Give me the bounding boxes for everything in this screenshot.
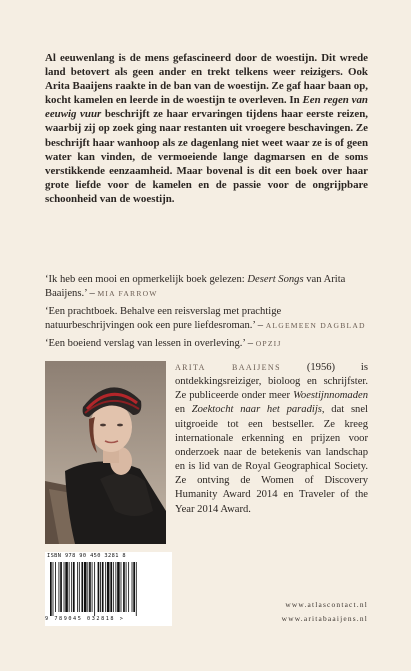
- barcode-bar: [98, 562, 100, 612]
- quote-dash: –: [245, 338, 256, 349]
- review-quote-1: [45, 273, 368, 301]
- review-quote-2: [45, 305, 368, 333]
- quote-dash: –: [255, 320, 266, 332]
- quote-text: ‘Een prachtboek. Behalve een reisverslag met prachtige natuurbeschrijvingen ook een pure liefdesroman.’: [45, 306, 282, 332]
- barcode-bar: [110, 562, 112, 612]
- barcode-bar: [65, 562, 68, 612]
- barcode-bar: [136, 562, 137, 616]
- barcode-bar: [69, 562, 70, 612]
- website-aritabaaijens[interactable]: www.aritabaaijens.nl: [281, 614, 368, 623]
- quote-text: ‘Een boeiend verslag van lessen in overleving.’: [45, 338, 246, 349]
- author-portrait-illustration: [45, 361, 166, 544]
- quote-source: ALGEMEEN DAGBLAD: [265, 321, 366, 331]
- barcode-bar: [128, 562, 129, 612]
- bio-text-2: en: [175, 404, 192, 416]
- barcode-bar: [53, 562, 54, 616]
- barcode-bar: [94, 562, 95, 616]
- bio-book-1: Woestijnnomaden: [293, 390, 368, 402]
- barcode-bar: [126, 562, 127, 612]
- isbn-label: ISBN 978 90 450 3281 8: [47, 553, 126, 559]
- author-bio: [175, 361, 368, 517]
- blurb-part-1: Al eeuwenlang is de mens gefascineerd door de woestijn. Dit wrede land betovert als geen ander en trekt telkens weer reizigers. Ook Arita Baaijens raakte in de ban van de woestijn. Ze gaf haar baan op, kocht kamelen en leerde in de woestijn te overleven. In: [45, 52, 368, 107]
- barcode-bar: [79, 562, 80, 612]
- quote-dash: –: [86, 288, 98, 300]
- barcode-bar: [50, 562, 52, 616]
- barcode-bar: [117, 562, 120, 612]
- websites: [282, 598, 368, 626]
- barcode-icon: [47, 562, 170, 616]
- bio-text-3: , dat snel uitgroeide tot een bestseller. Ze kreeg internationale erkenning en prijzen voor onderzoek naar de betekenis van landschap en is lid van de Royal Geographical Society. Ze ontving de Women of Discovery Humanity Award 2014 en Traveler of the Year 2014 Award.: [175, 404, 369, 515]
- bio-book-2: Zoektocht naar het paradijs: [191, 404, 322, 416]
- barcode-bar: [81, 562, 83, 612]
- barcode-bar: [87, 562, 88, 612]
- blurb-book-title: Een regen van eeuwig vuur: [45, 94, 368, 121]
- barcode-bar: [71, 562, 72, 612]
- barcode-digits: 9 789045 032818 >: [45, 616, 125, 622]
- barcode-bar: [133, 562, 135, 612]
- barcode-bar: [84, 562, 87, 612]
- barcode-bar: [92, 562, 93, 612]
- quote-title: Desert Songs: [247, 274, 304, 285]
- barcode-bar: [123, 562, 125, 612]
- barcode-bar: [107, 562, 110, 612]
- barcode-bar: [60, 562, 62, 612]
- barcode-bar: [73, 562, 75, 612]
- author-name: ARITA BAAIJENS: [175, 363, 281, 372]
- quote-text-end: van Arita Baaijens.’: [45, 274, 346, 300]
- barcode-bar: [64, 562, 65, 612]
- barcode-bar: [132, 562, 133, 612]
- barcode-bar: [100, 562, 101, 612]
- quote-source: MIA FARROW: [97, 289, 158, 299]
- barcode-bar: [121, 562, 122, 612]
- bio-text-1: (1956) is ontdekkingsreiziger, bioloog en schrijfster. Ze publiceerde onder meer: [175, 362, 369, 402]
- barcode-bar: [59, 562, 60, 612]
- quote-source: OPZIJ: [255, 339, 282, 348]
- website-atlascontact[interactable]: www.atlascontact.nl: [285, 600, 368, 609]
- barcode-bar: [55, 562, 56, 612]
- barcode-bar: [102, 562, 104, 612]
- blurb-part-2: beschrijft ze haar ervaringen tijdens haar eerste reizen, waarbij zij op zoek ging naar restanten uit vroegere beschavingen. Ze beschrijft haar wanhoop als ze dagenlang niet weet waar ze is of geen water kan vinden, de vermoeiende lange dagmarsen en de soms verstikkende eenzaamheid. Maar bovenal is dit een boek over haar grote liefde voor de kamelen en de passie voor de ongrijpbare schoonheid van de woestijn.: [45, 108, 369, 205]
- barcode-bar: [77, 562, 78, 612]
- barcode-bar: [89, 562, 91, 612]
- isbn-barcode-block: [45, 552, 172, 626]
- quote-text: ‘Ik heb een mooi en opmerkelijk boek gelezen:: [45, 274, 248, 285]
- blurb-text: [45, 51, 368, 206]
- barcode-bar: [115, 562, 116, 612]
- barcode-bar: [113, 562, 114, 612]
- review-quote-3: [45, 337, 368, 351]
- author-photo: [45, 361, 166, 544]
- barcode-bar: [105, 562, 106, 612]
